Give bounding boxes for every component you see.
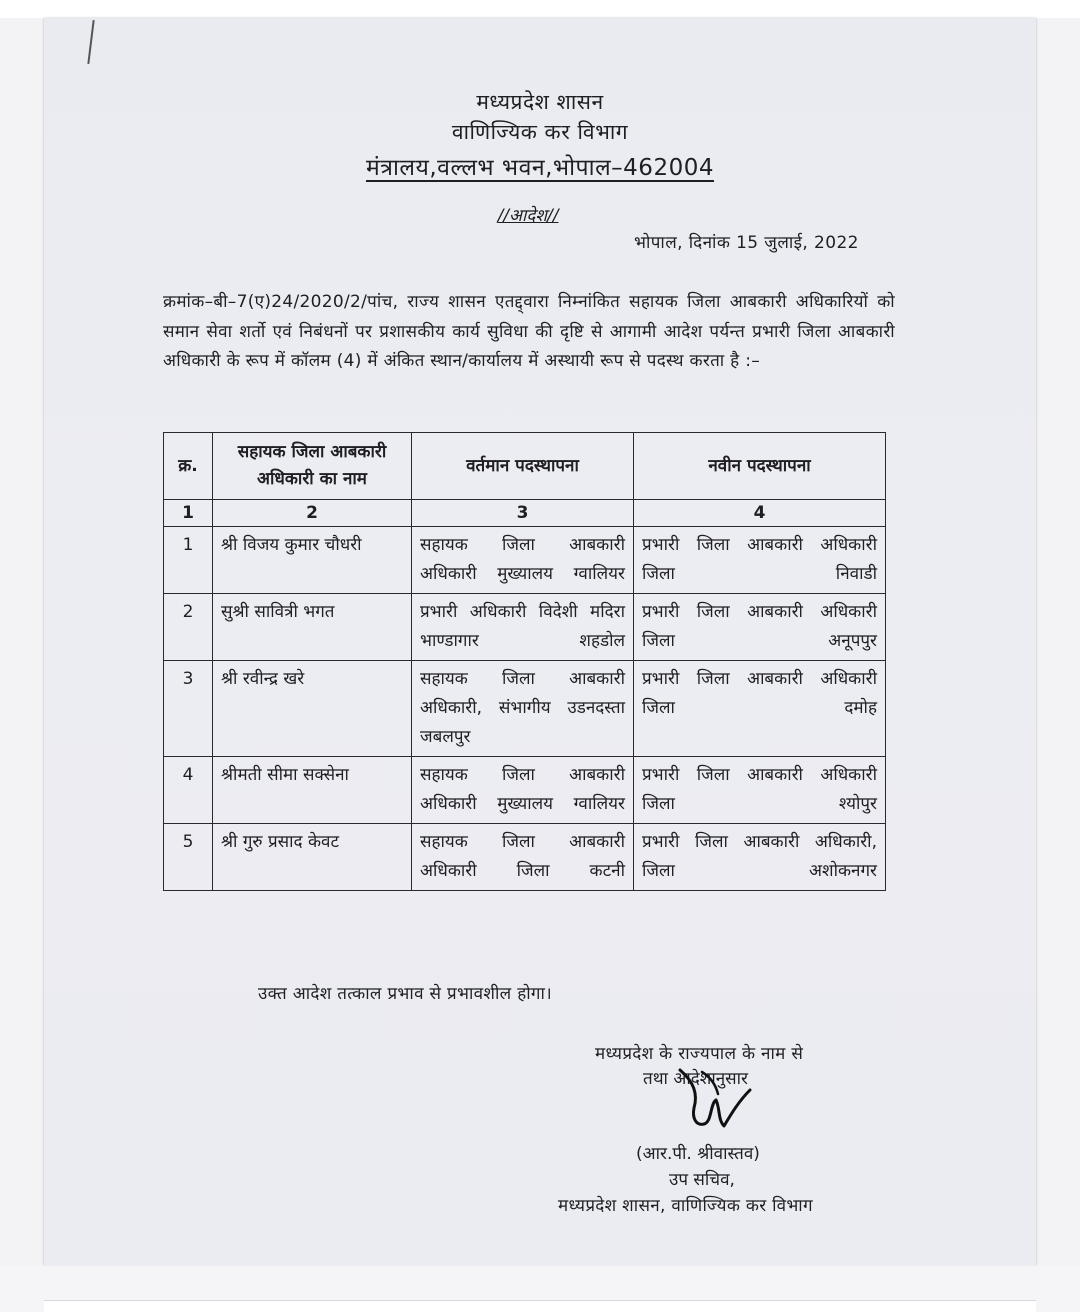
signatory-department: मध्यप्रदेश शासन, वाणिज्यिक कर विभाग: [558, 1196, 813, 1216]
row-serial: 5: [164, 824, 213, 891]
row-serial: 4: [164, 757, 213, 824]
header-current-posting: वर्तमान पदस्थापना: [412, 433, 634, 500]
officer-name: श्री विजय कुमार चौधरी: [213, 527, 412, 594]
column-number: 1: [164, 500, 213, 527]
table-row: [164, 661, 886, 757]
signatory-designation: उप सचिव,: [669, 1170, 735, 1190]
current-posting: प्रभारी अधिकारी विदेशी मदिरा भाण्डागार शहडोल: [412, 594, 634, 661]
column-number-row: [164, 500, 886, 527]
place-date: भोपाल, दिनांक 15 जुलाई, 2022: [634, 233, 859, 253]
signature-order-line: तथा आदेशानुसार: [643, 1069, 749, 1089]
current-posting: सहायक जिला आबकारी अधिकारी मुख्यालय ग्वालियर: [412, 757, 634, 824]
handwritten-signature: [672, 1064, 772, 1144]
header-department: वाणिज्यिक कर विभाग: [451, 120, 629, 144]
viewer-top-bar: [0, 0, 1080, 18]
officer-name: श्रीमती सीमा सक्सेना: [213, 757, 412, 824]
new-posting: प्रभारी जिला आबकारी अधिकारी जिला निवाडी: [634, 527, 886, 594]
row-serial: 2: [164, 594, 213, 661]
closing-statement: उक्त आदेश तत्काल प्रभाव से प्रभावशील होगा।: [258, 984, 552, 1004]
postings-table: [163, 432, 886, 891]
table-header-row: [164, 433, 886, 500]
current-posting: सहायक जिला आबकारी अधिकारी, संभागीय उडनदस्ता जबलपुर: [412, 661, 634, 757]
header-serial: क्र.: [164, 433, 213, 500]
current-posting: सहायक जिला आबकारी अधिकारी मुख्यालय ग्वालियर: [412, 527, 634, 594]
current-posting: सहायक जिला आबकारी अधिकारी जिला कटनी: [412, 824, 634, 891]
column-number: 2: [213, 500, 412, 527]
new-posting: प्रभारी जिला आबकारी अधिकारी जिला अनूपपुर: [634, 594, 886, 661]
table-row: [164, 757, 886, 824]
order-body-text: क्रमांक–बी–7(ए)24/2020/2/पांच, राज्य शासन एतद्द्वारा निम्नांकित सहायक जिला आबकारी अधिकारियों को समान सेवा शर्तो एवं निबंधनों पर प्रशासकीय कार्य सुविधा की दृष्टि से आगामी आदेश पर्यन्त प्रभारी जिला आबकारी अधिकारी के रूप में कॉलम (4) में अंकित स्थान/कार्यालय में अस्थायी रूप से पदस्थ करता है :–: [163, 292, 895, 371]
table-row: [164, 527, 886, 594]
signature-authority-line: मध्यप्रदेश के राज्यपाल के नाम से: [595, 1044, 804, 1064]
new-posting: प्रभारी जिला आबकारी अधिकारी जिला श्योपुर: [634, 757, 886, 824]
new-posting: प्रभारी जिला आबकारी अधिकारी जिला दमोह: [634, 661, 886, 757]
header-address: मंत्रालय,वल्लभ भवन,भोपाल–462004: [366, 155, 714, 181]
officer-name: श्री गुरु प्रसाद केवट: [213, 824, 412, 891]
column-number: 4: [634, 500, 886, 527]
header-government: मध्यप्रदेश शासन: [476, 90, 604, 114]
new-posting: प्रभारी जिला आबकारी अधिकारी, जिला अशोकनगर: [634, 824, 886, 891]
row-serial: 1: [164, 527, 213, 594]
table-row: [164, 824, 886, 891]
signatory-name: (आर.पी. श्रीवास्तव): [636, 1144, 760, 1164]
officer-name: श्री रवीन्द्र खरे: [213, 661, 412, 757]
header-officer-name: सहायक जिला आबकारी अधिकारी का नाम: [213, 433, 412, 500]
officer-name: सुश्री सावित्री भगत: [213, 594, 412, 661]
next-page-edge: [44, 1300, 1036, 1312]
row-serial: 3: [164, 661, 213, 757]
order-title: //आदेश//: [497, 206, 559, 226]
column-number: 3: [412, 500, 634, 527]
table-row: [164, 594, 886, 661]
header-new-posting: नवीन पदस्थापना: [634, 433, 886, 500]
